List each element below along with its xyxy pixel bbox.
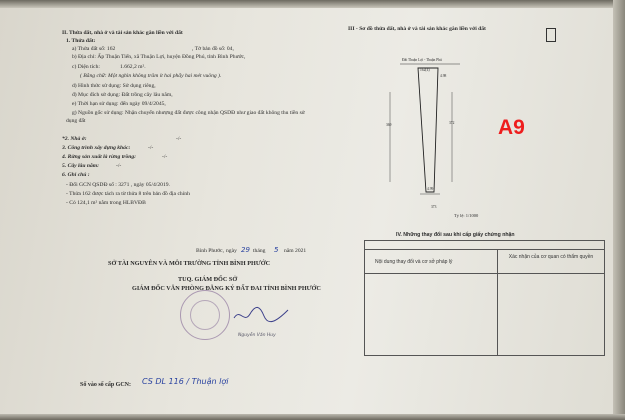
dim-top: 4.98 [440, 74, 447, 78]
registry-label: Số vào sổ cấp GCN: [80, 382, 132, 388]
use-term: e) Thời hạn sử dụng: đến ngày 09/4/2045, [72, 101, 166, 107]
date-thang: tháng [253, 248, 266, 254]
signature [232, 304, 290, 326]
date-day: 29 [241, 246, 250, 254]
note-3: - Có 124,1 m² nằm trong HLBVĐB [66, 200, 146, 206]
other-works-label: 3. Công trình xây dựng khác: [62, 145, 131, 151]
house-label: *2. Nhà ở: [62, 136, 87, 142]
area-value: 1.662,2 m². [120, 64, 146, 70]
use-form: d) Hình thức sử dụng: Sử dụng riêng, [72, 83, 156, 89]
paper-edge-top [0, 0, 625, 8]
forest-label: 4. Rừng sản xuất là rừng trồng: [62, 154, 137, 160]
date-year: năm 2021 [284, 248, 307, 254]
parcel-number: a) Thửa đất số: 162 [72, 46, 116, 52]
parcel-heading: 1. Thửa đất: [66, 38, 96, 44]
area-in-words: ( Bằng chữ: Một nghìn không trăm ít hai phẩy hai mét vuông ). [80, 73, 222, 79]
changes-table-divider [497, 249, 498, 356]
adjacent-lot: 373 [431, 205, 437, 209]
notes-label: 6. Ghi chú : [62, 172, 90, 178]
qr-mark-icon [546, 28, 556, 42]
paper-edge-right [613, 0, 625, 420]
use-origin-cont: dụng đất [66, 118, 86, 124]
changes-col-authority: Xác nhận của cơ quan có thẩm quyền [508, 254, 594, 260]
parcel-sketch [360, 52, 500, 222]
use-origin: g) Nguồn gốc sử dụng: Nhận chuyển nhượng đất được công nhận QSDĐ như giao đất không thu tiền sử [72, 110, 305, 116]
section-iii-title: III - Sơ đồ thửa đất, nhà ở và tài sản khác gắn liền với đất [348, 26, 486, 32]
authority-name: SỞ TÀI NGUYÊN VÀ MÔI TRƯỜNG TỈNH BÌNH PHƯỚC [108, 260, 271, 267]
date-month: 5 [274, 246, 279, 254]
map-sheet: , Tờ bản đồ số: 04, [192, 46, 234, 52]
section-ii-title: II. Thửa đất, nhà ở và tài sản khác gắn liền với đất [62, 30, 183, 36]
road-label: Đất Thuận Lợi - Thuận Phú [402, 58, 442, 62]
paper-edge-bottom [0, 414, 625, 420]
a9-stamp: A9 [498, 116, 525, 139]
changes-title: IV. Những thay đổi sau khi cấp giấy chứng nhận [396, 232, 515, 238]
perennial-label: 5. Cây lâu năm: [62, 163, 99, 169]
registry-number: CS DL 116 / Thuận lợi [142, 377, 229, 386]
authority-office: GIÁM ĐỐC VĂN PHÒNG ĐĂNG KÝ ĐẤT ĐAI TỈNH BÌNH PHƯỚC [132, 285, 321, 292]
red-seal-stamp [180, 290, 230, 340]
dim-left: 369 [386, 123, 392, 127]
signer-name: Nguyễn Văn Huy [238, 333, 276, 338]
parcel-outline [418, 68, 438, 192]
date-ngay: ngày [226, 248, 237, 254]
place-label: Bình Phước, [196, 248, 225, 254]
scale-label: Tỷ lệ: 1/1000 [454, 213, 479, 218]
forest-value: -/- [162, 154, 168, 160]
note-2: - Thửa 162 được tách ra từ thửa 8 trên bản đồ địa chính [66, 191, 190, 197]
authority-tuq: TUQ. GIÁM ĐỐC SỞ [178, 276, 238, 283]
house-value: -/- [176, 136, 182, 142]
changes-table [364, 240, 605, 356]
parcel-address: b) Địa chỉ: Ấp Thuận Tiến, xã Thuận Lợi, huyện Đồng Phú, tỉnh Bình Phước, [72, 54, 246, 60]
changes-col-content: Nội dung thay đổi và cơ sở pháp lý [375, 259, 453, 265]
dim-bottom: 4.99 [427, 187, 434, 191]
other-works-value: -/- [148, 145, 154, 151]
use-purpose: đ) Mục đích sử dụng: Đất trồng cây lâu năm, [72, 92, 173, 98]
dim-right: 372 [449, 121, 455, 125]
perennial-value: -/- [116, 163, 122, 169]
area-label: c) Diện tích: [72, 64, 100, 70]
note-1: - Đổi GCN QSDĐ số : 3271 , ngày 05/4/2019. [66, 182, 170, 188]
lot-id: 162(4) [420, 68, 430, 72]
